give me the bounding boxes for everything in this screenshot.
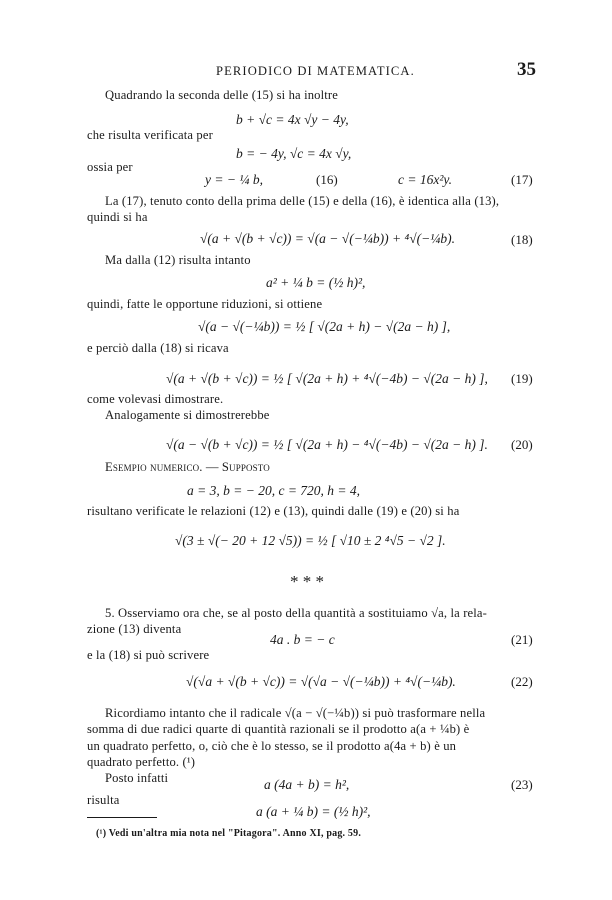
equation: √(a − √(−¼b)) = ½ [ √(2a + h) − √(2a − h) ], bbox=[198, 319, 451, 334]
text-line: e la (18) si può scrivere bbox=[87, 648, 210, 662]
equation: √(√a + √(b + √c)) = √(√a − √(−¼b)) + ⁴√(−¼b). bbox=[186, 674, 456, 689]
equation: √(3 ± √(− 20 + 12 √5)) = ½ [ √10 ± 2 ⁴√5 − √2 ]. bbox=[175, 533, 446, 548]
text-line: come volevasi dimostrare. bbox=[87, 392, 224, 406]
text-line: Esempio numerico. — Supposto bbox=[105, 460, 270, 474]
footnote: (¹) Vedi un'altra mia nota nel "Pitagora". Anno XI, pag. 59. bbox=[96, 828, 362, 839]
text-line: Quadrando la seconda delle (15) si ha inoltre bbox=[105, 88, 339, 102]
text-line: Analogamente si dimostrerebbe bbox=[105, 408, 270, 422]
text-line: zione (13) diventa bbox=[87, 622, 182, 636]
running-title: PERIODICO DI MATEMATICA. bbox=[216, 64, 415, 78]
text-line: ossia per bbox=[87, 160, 133, 174]
equation: √(a + √(b + √c)) = √(a − √(−¼b)) + ⁴√(−¼b). bbox=[200, 231, 455, 246]
equation-label: (17) bbox=[511, 172, 533, 187]
text-line: risulta bbox=[87, 793, 120, 807]
equation-label: (18) bbox=[511, 232, 533, 247]
equation-label: (20) bbox=[511, 437, 533, 452]
text-line: somma di due radici quarte di quantità razionali se il prodotto a(a + ¼b) è bbox=[87, 722, 470, 736]
text-line: che risulta verificata per bbox=[87, 128, 213, 142]
text-line: quindi si ha bbox=[87, 210, 148, 224]
text-line: e perciò dalla (18) si ricava bbox=[87, 341, 229, 355]
equation: b = − 4y, √c = 4x √y, bbox=[236, 146, 352, 161]
equation: a = 3, b = − 20, c = 720, h = 4, bbox=[187, 483, 361, 498]
equation: √(a + √(b + √c)) = ½ [ √(2a + h) + ⁴√(−4b) − √(2a − h) ], bbox=[166, 371, 488, 386]
text-line: La (17), tenuto conto della prima delle (15) e della (16), è identica alla (13), bbox=[105, 194, 500, 208]
equation-label: (23) bbox=[511, 777, 533, 792]
text-line: Posto infatti bbox=[105, 771, 169, 785]
equation-label: (19) bbox=[511, 371, 533, 386]
equation: a (a + ¼ b) = (½ h)², bbox=[256, 804, 371, 819]
equation-label: (22) bbox=[511, 674, 533, 689]
section-separator: * * * bbox=[290, 572, 324, 591]
text-line: quadrato perfetto. (¹) bbox=[87, 755, 196, 769]
footnote-rule bbox=[87, 817, 157, 818]
text-line: 5. Osserviamo ora che, se al posto della quantità a sostituiamo √a, la rela- bbox=[105, 606, 488, 620]
text-line: un quadrato perfetto, o, ciò che è lo stesso, se il prodotto a(4a + b) è un bbox=[87, 739, 457, 753]
equation: 4a . b = − c bbox=[270, 632, 335, 647]
equation: c = 16x²y. bbox=[398, 172, 453, 187]
text-line: risultano verificate le relazioni (12) e (13), quindi dalle (19) e (20) si ha bbox=[87, 504, 460, 518]
equation: b + √c = 4x √y − 4y, bbox=[236, 112, 349, 127]
equation: y = − ¼ b, bbox=[205, 172, 263, 187]
equation: a (4a + b) = h², bbox=[264, 777, 350, 792]
text-line: Ma dalla (12) risulta intanto bbox=[105, 253, 251, 267]
equation-label: (21) bbox=[511, 632, 533, 647]
page-number: 35 bbox=[517, 59, 536, 80]
equation: a² + ¼ b = (½ h)², bbox=[266, 275, 366, 290]
equation-label: (16) bbox=[316, 172, 338, 187]
equation: √(a − √(b + √c)) = ½ [ √(2a + h) − ⁴√(−4b) − √(2a − h) ]. bbox=[166, 437, 488, 452]
text-line: quindi, fatte le opportune riduzioni, si ottiene bbox=[87, 297, 323, 311]
text-line: Ricordiamo intanto che il radicale √(a − √(−¼b)) si può trasformare nella bbox=[105, 706, 486, 720]
